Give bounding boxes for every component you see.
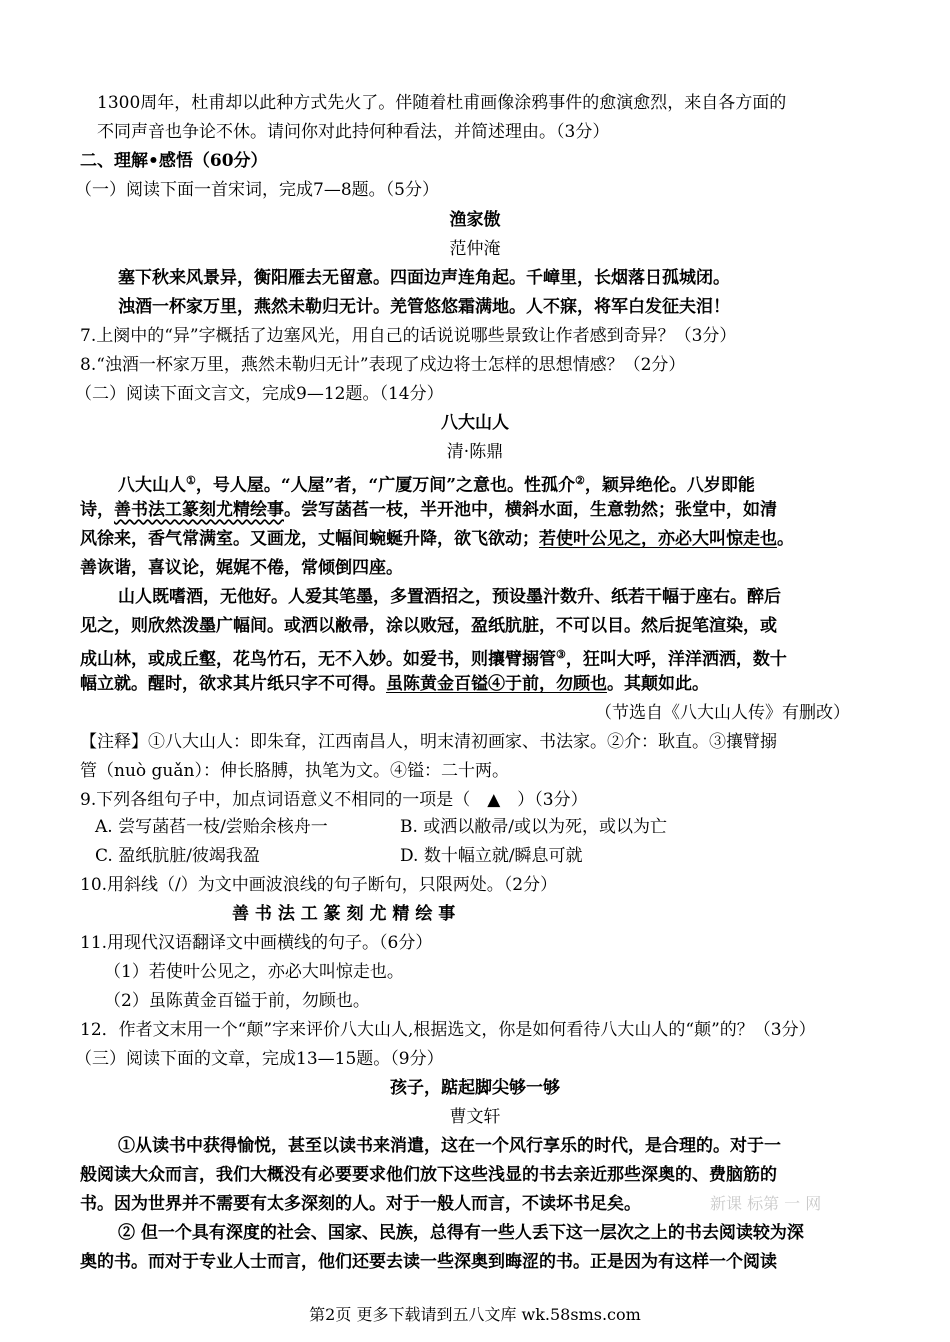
poem-line-2: 浊酒一杯家万里，燕然未勒归无计。羌管悠悠霜满地。人不寐，将军白发征夫泪！	[118, 297, 730, 317]
question-12: 12．作者文末用一个“颠”字来评价八大山人,根据选文，你是如何看待八大山人的“颠”的？（3分）	[80, 1020, 816, 1040]
question-10: 10.用斜线（/）为文中画波浪线的句子断句，只限两处。（2分）	[80, 875, 558, 895]
prose-para1-line4: 善诙谐，喜议论，娓娓不倦，常倾倒四座。	[80, 558, 403, 578]
q10-sentence: 善 书 法 工 篆 刻 尤 精 绘 事	[232, 904, 456, 924]
section-heading: 二、理解•感悟（60分）	[80, 151, 268, 171]
question-8: 8.“浊酒一杯家万里，燕然未勒归无计”表现了戍边将士怎样的思想情感？（2分）	[80, 355, 686, 375]
watermark: 新课 标第 一 网	[710, 1194, 822, 1213]
prose-author: 清·陈鼎	[446, 442, 504, 462]
article-title: 孩子，踮起脚尖够一够	[390, 1078, 560, 1098]
notes-line-1: 【注释】①八大山人：即朱耷，江西南昌人，明末清初画家、书法家。②介：耿直。③攘臂搦	[80, 732, 777, 752]
q9-option-d: D. 数十幅立就/瞬息可就	[400, 846, 583, 866]
q11-item-1: （1）若使叶公见之，亦必大叫惊走也。	[104, 962, 404, 982]
article-para1-line2: 般阅读大众而言，我们大概没有必要要求他们放下这些浅显的书去亲近那些深奥的、费脑筋的	[80, 1165, 777, 1185]
poem-line-1: 塞下秋来风景异，衡阳雁去无留意。四面边声连角起。千嶂里，长烟落日孤城闭。	[118, 268, 730, 288]
q9-option-b: B. 或洒以敝帚/或以为死，或以为亡	[400, 817, 668, 837]
poem-author: 范仲淹	[449, 239, 501, 259]
question-7: 7.上阕中的“异”字概括了边塞风光，用自己的话说说哪些景致让作者感到奇异？（3分）	[80, 326, 737, 346]
article-para2-line1: ② 但一个具有深度的社会、国家、民族，总得有一些人丢下这一层次之上的书去阅读较为深	[118, 1223, 804, 1243]
article-para1-line1: ①从读书中获得愉悦，甚至以读书来消遣，这在一个风行享乐的时代，是合理的。对于一	[118, 1136, 781, 1156]
prose-para2-line2: 见之，则欣然泼墨广幅间。或洒以敝帚，涂以败冠，盈纸肮脏，不可以目。然后捉笔渲染，或	[80, 616, 777, 636]
poem-title: 渔家傲	[449, 210, 501, 230]
part2-instruction: （二）阅读下面文言文，完成9—12题。（14分）	[75, 384, 444, 404]
article-author: 曹文轩	[449, 1107, 501, 1127]
prose-para1-line2: 诗，善书法工篆刻尤精绘事。尝写菡萏一枝，半开池中，横斜水面，生意勃然；张堂中，如清	[80, 500, 777, 520]
page-footer: 第2页 更多下载请到五八文库 wk.58sms.com	[309, 1305, 641, 1324]
q9-option-c: C. 盈纸肮脏/彼竭我盈	[95, 846, 260, 866]
q11-item-2: （2）虽陈黄金百镒于前，勿顾也。	[104, 991, 370, 1011]
article-para1-line3: 书。因为世界并不需要有太多深刻的人。对于一般人而言，不读坏书足矣。	[80, 1194, 641, 1214]
wavy-underline-sentence: 善书法工篆刻尤精绘事	[114, 500, 284, 520]
q9-option-a: A. 尝写菡萏一枝/尝贻余核舟一	[95, 817, 328, 837]
underlined-sentence-2: 虽陈黄金百镒④于前，勿顾也	[386, 674, 607, 694]
article-para2-line2: 奥的书。而对于专业人士而言，他们还要去读一些深奥到晦涩的书。正是因为有这样一个阅读	[80, 1252, 777, 1272]
prose-para2-line4: 幅立就。醒时，欲求其片纸只字不可得。虽陈黄金百镒④于前，勿顾也。其颠如此。	[80, 674, 709, 694]
part3-instruction: （三）阅读下面的文章，完成13—15题。（9分）	[75, 1049, 444, 1069]
question-9: 9.下列各组句子中，加点词语意义不相同的一项是（ ▲ ）（3分）	[80, 790, 588, 810]
notes-line-2: 管（nuò guǎn）：伸长胳膊，执笔为文。④镒：二十两。	[80, 761, 509, 781]
prose-title: 八大山人	[441, 413, 509, 433]
prose-para1-line1: 八大山人①，号人屋。“人屋”者，“广厦万间”之意也。性孤介②，颖异绝伦。八岁即能	[118, 474, 755, 496]
underlined-sentence-1: 若使叶公见之，亦必大叫惊走也	[539, 529, 777, 549]
intro-line-1: 1300周年，杜甫却以此种方式先火了。伴随着杜甫画像涂鸦事件的愈演愈烈，来自各方面的	[97, 93, 787, 113]
prose-para1-line3: 风徐来，香气常满室。又画龙，丈幅间蜿蜒升降，欲飞欲动；若使叶公见之，亦必大叫惊走也。	[80, 529, 794, 549]
prose-para2-line1: 山人既嗜酒，无他好。人爱其笔墨，多置酒招之，预设墨汁数升、纸若干幅于座右。醉后	[118, 587, 781, 607]
question-11: 11.用现代汉语翻译文中画横线的句子。（6分）	[80, 933, 433, 953]
prose-source: （节选自《八大山人传》有删改）	[595, 703, 850, 723]
intro-line-2: 不同声音也争论不休。请问你对此持何种看法，并简述理由。（3分）	[97, 122, 610, 142]
part1-instruction: （一）阅读下面一首宋词，完成7—8题。（5分）	[75, 180, 439, 200]
prose-para2-line3: 成山林，或成丘壑，花鸟竹石，无不入妙。如爱书，则攘臂搦管③，狂叫大呼，洋洋洒洒，数十	[80, 648, 787, 670]
